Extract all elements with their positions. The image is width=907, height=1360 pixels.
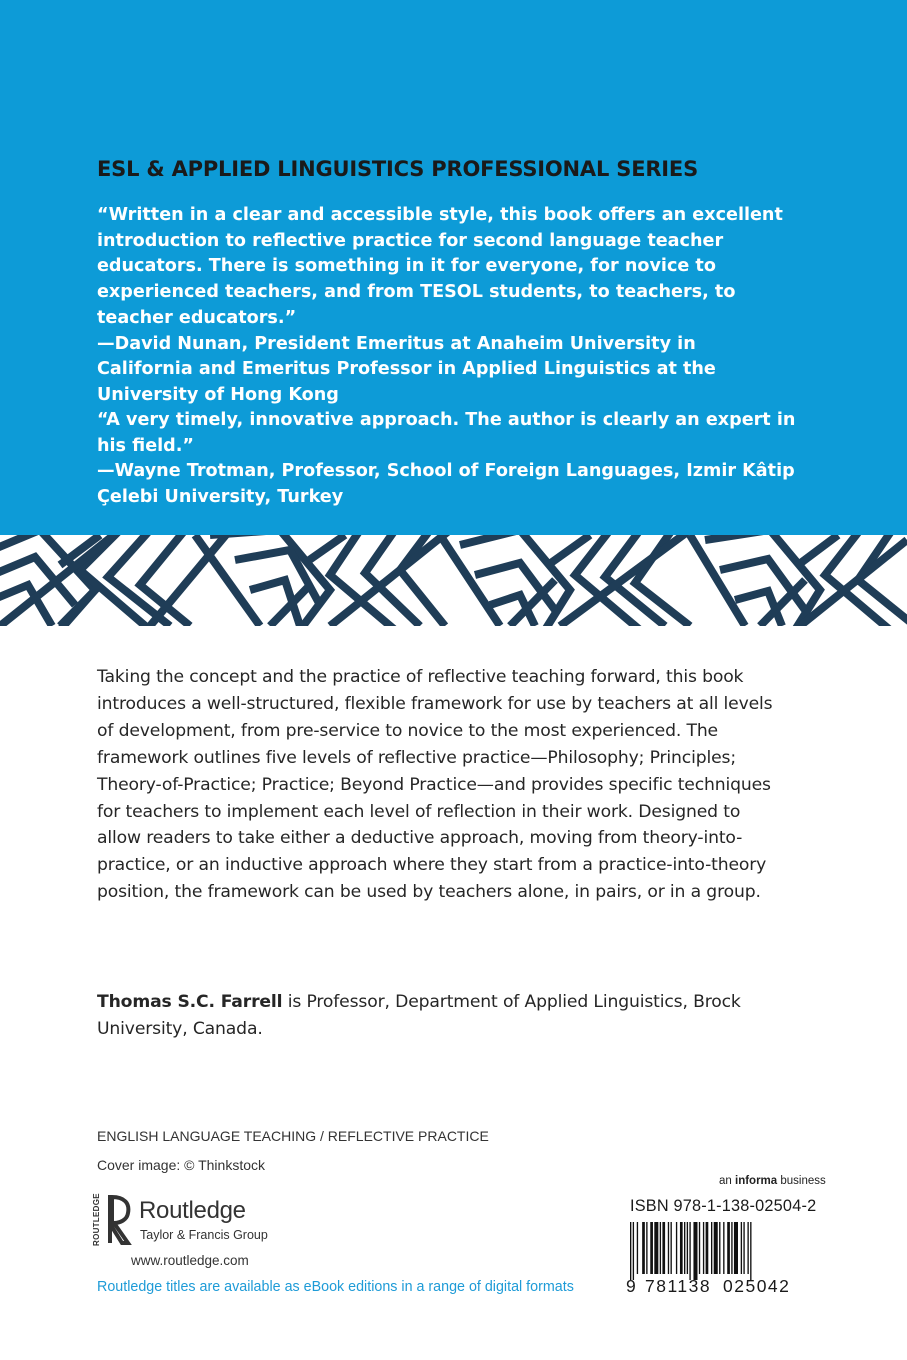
barcode-bar — [630, 1222, 631, 1280]
informa-brand: informa — [735, 1175, 778, 1187]
barcode-bar — [687, 1222, 688, 1274]
barcode-bar — [637, 1222, 638, 1274]
barcode-bar — [706, 1222, 709, 1274]
ebook-note: Routledge titles are available as eBook editions in a range of digital formats — [97, 1279, 574, 1295]
barcode-bar — [731, 1222, 732, 1274]
barcode-bar — [671, 1222, 672, 1274]
barcode-bar — [741, 1222, 742, 1274]
barcode-bar — [723, 1222, 724, 1274]
geometric-pattern-band — [0, 535, 907, 626]
publisher-website: www.routledge.com — [131, 1253, 249, 1268]
geometric-pattern — [0, 535, 907, 626]
barcode-bar — [727, 1222, 730, 1274]
endorsement-quote: “A very timely, innovative approach. The author is clearly an expert in his field.” — [97, 410, 796, 456]
barcode-bar — [693, 1222, 697, 1280]
series-title: ESL & APPLIED LINGUISTICS PROFESSIONAL SERIES — [97, 157, 698, 181]
barcode-bar — [684, 1222, 685, 1274]
barcode-bar — [650, 1222, 653, 1274]
barcode-bar — [680, 1222, 683, 1274]
endorsement-2 — [97, 408, 797, 511]
barcode-bar — [719, 1222, 720, 1274]
barcode-bar — [654, 1222, 658, 1274]
barcode-bar — [646, 1222, 647, 1274]
barcode-bar — [703, 1222, 704, 1274]
endorsement-attribution: —David Nunan, President Emeritus at Anaheim University in California and Emeritus Professor in Applied Linguistics at the University of Hong Kong — [97, 333, 716, 405]
barcode — [628, 1222, 803, 1280]
barcode-bar — [642, 1222, 645, 1274]
barcode-right-group: 025042 — [723, 1276, 791, 1296]
barcode-bar — [714, 1222, 718, 1274]
barcode-bar — [689, 1222, 690, 1280]
barcode-bar — [662, 1222, 665, 1274]
barcode-bar — [743, 1222, 744, 1274]
barcode-bar — [711, 1222, 712, 1274]
endorsement-1 — [97, 203, 797, 409]
barcode-bar — [699, 1222, 700, 1274]
barcode-bar — [660, 1222, 661, 1274]
barcode-first-digit: 9 — [626, 1276, 636, 1296]
barcode-bar — [668, 1222, 669, 1274]
barcode-bar — [633, 1222, 634, 1280]
barcode-left-group: 781138 — [645, 1276, 712, 1296]
informa-business — [719, 1175, 826, 1187]
barcode-bar — [747, 1222, 748, 1274]
author-bio-text: is Professor, Department of Applied Linguistics, Brock University, Canada. — [97, 992, 741, 1039]
top-blue-panel — [0, 0, 907, 535]
author-bio — [97, 989, 787, 1043]
informa-suffix: business — [777, 1175, 826, 1187]
barcode-bar — [676, 1222, 677, 1274]
informa-prefix: an — [719, 1175, 735, 1187]
book-description: Taking the concept and the practice of reflective teaching forward, this book introduces a well-structured, flexible framework for use by teachers at all levels of development, from pre-service to novice to the most experienced. The framework outlines five levels of reflective practice—Philosophy; Principles; Theory-of-Practice; Practice; Beyond Practice—and provides specific techniques for teachers to implement each level of reflection in their work. Designed to allow readers to take either a deductive approach, moving from theory-into-practice, or an inductive approach where they start from a practice-into-theory position, the framework can be used by teachers alone, in pairs, or in a group. — [97, 667, 773, 903]
logo-side-text: ROUTLEDGE — [92, 1193, 101, 1246]
publisher-group: Taylor & Francis Group — [140, 1228, 268, 1242]
barcode-bar — [734, 1222, 738, 1274]
subject-category: ENGLISH LANGUAGE TEACHING / REFLECTIVE PRACTICE — [97, 1128, 489, 1144]
author-name: Thomas S.C. Farrell — [97, 992, 283, 1012]
endorsement-quote: “Written in a clear and accessible style, this book offers an excellent introduction to reflective practice for second language teacher educators. There is something in it for everyone, for novice to experienced teachers, and from TESOL students, to teachers, to teacher educators.” — [97, 205, 783, 328]
endorsement-attribution: —Wayne Trotman, Professor, School of Foreign Languages, Izmir Kâtip Çelebi University, Turkey — [97, 461, 795, 508]
cover-credit: Cover image: © Thinkstock — [97, 1157, 266, 1173]
barcode-digits — [626, 1276, 806, 1300]
publisher-name: Routledge — [139, 1197, 246, 1224]
isbn: ISBN 978-1-138-02504-2 — [630, 1197, 817, 1215]
barcode-bar — [750, 1222, 751, 1280]
